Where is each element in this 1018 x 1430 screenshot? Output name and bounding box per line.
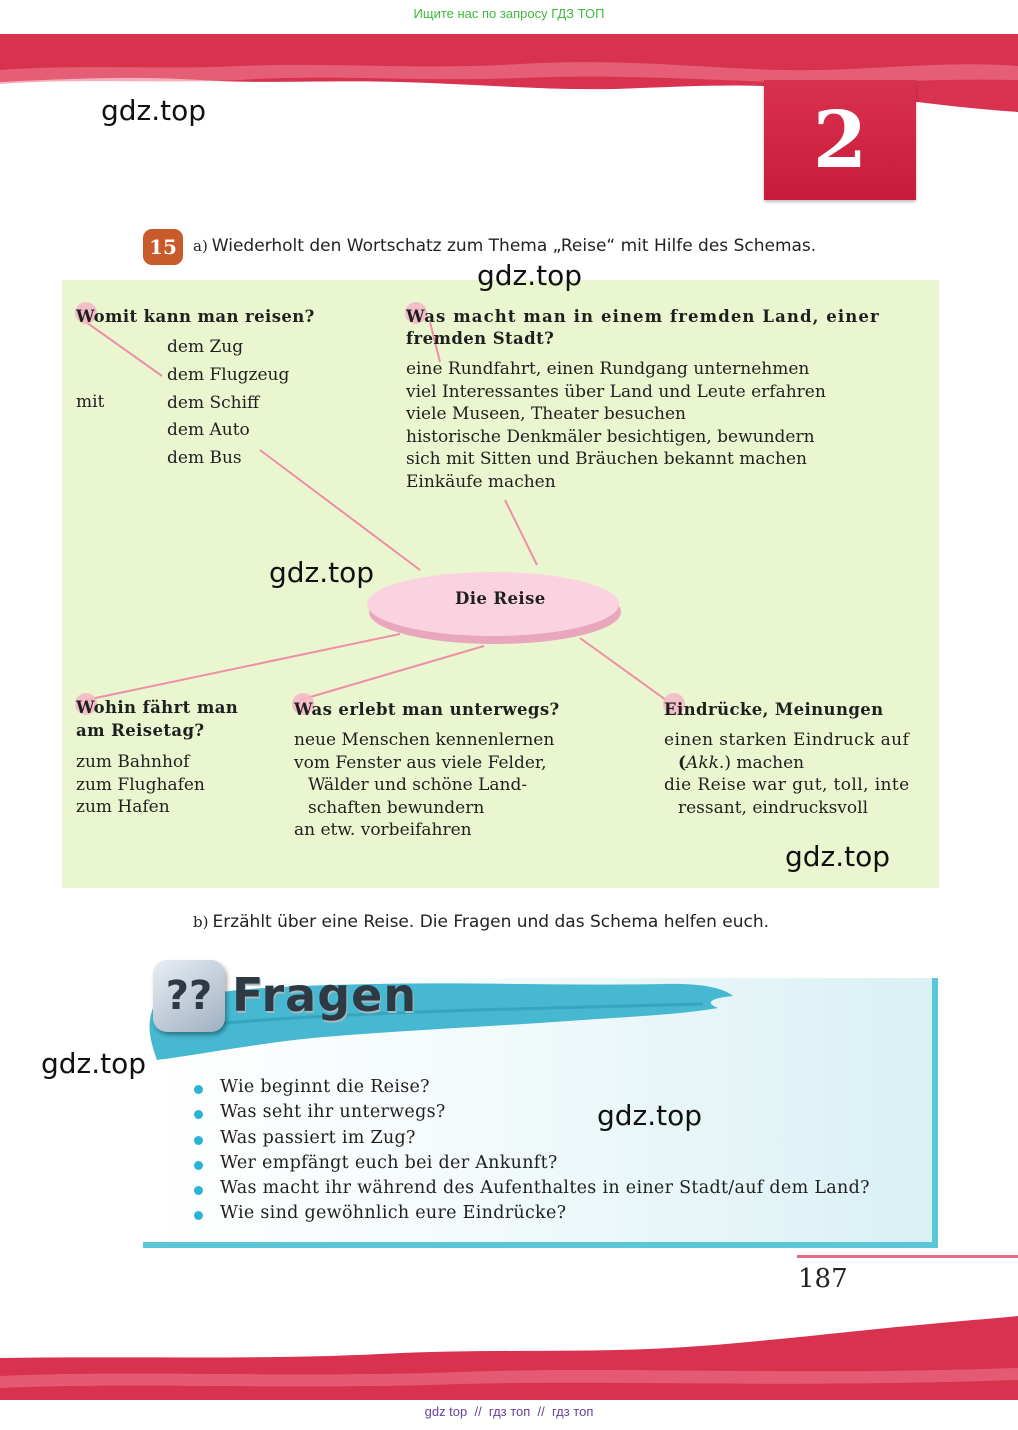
womit-prefix: mit bbox=[76, 392, 105, 412]
fremdes-land-item: viel Interessantes über Land und Leute erfahren bbox=[406, 381, 826, 402]
womit-list bbox=[167, 336, 289, 475]
unterwegs-line: vom Fenster aus viele Felder, bbox=[294, 752, 547, 773]
bottom-banner bbox=[0, 1310, 1018, 1400]
task-part-a-letter: a) bbox=[193, 237, 208, 255]
fremdes-land-item: Einkäufe machen bbox=[406, 471, 556, 492]
womit-item: dem Bus bbox=[167, 448, 242, 469]
wohin-heading-1: Wohin fährt man bbox=[76, 698, 239, 717]
fremdes-land-item: eine Rundfahrt, einen Rundgang unternehmen bbox=[406, 359, 810, 379]
bullet-icon bbox=[194, 1161, 203, 1170]
question-text: Was macht ihr während des Aufenthaltes in einer Stadt/auf dem Land? bbox=[220, 1178, 870, 1199]
wohin-item: zum Hafen bbox=[76, 797, 170, 817]
eindruecke-line: ressant, eindrucksvoll bbox=[678, 797, 869, 818]
womit-item: dem Zug bbox=[167, 337, 244, 357]
eindruecke-paren-rest: ) machen bbox=[724, 752, 805, 773]
womit-item: dem Flugzeug bbox=[167, 364, 290, 385]
question-marks-icon: ?? bbox=[153, 960, 225, 1032]
bullet-icon bbox=[194, 1085, 203, 1094]
fremdes-land-heading-2: fremden Stadt? bbox=[406, 329, 555, 348]
watermark: gdz.top bbox=[269, 556, 375, 589]
chapter-number: 2 bbox=[812, 94, 868, 186]
unterwegs-line: Wälder und schöne Land- bbox=[308, 775, 528, 795]
fragen-title: Fragen bbox=[232, 968, 418, 1022]
fremdes-land-list bbox=[406, 358, 826, 493]
page-number: 187 bbox=[798, 1264, 848, 1294]
eindruecke-paren-open: ( bbox=[678, 752, 687, 773]
fremdes-land-heading-1: Was macht man in einem fremden Land, einer bbox=[406, 307, 880, 326]
question-item bbox=[192, 1203, 870, 1228]
question-item bbox=[192, 1102, 870, 1127]
eindruecke-akk: Akk. bbox=[686, 752, 725, 773]
eindruecke-heading: Eindrücke, Meinungen bbox=[664, 700, 884, 719]
womit-heading: Womit kann man reisen? bbox=[76, 307, 315, 326]
question-text: Wie sind gewöhnlich eure Eindrücke? bbox=[220, 1203, 567, 1224]
unterwegs-heading: Was erlebt man unterwegs? bbox=[294, 700, 560, 719]
fremdes-land-item: historische Denkmäler besichtigen, bewundern bbox=[406, 426, 815, 447]
watermark: gdz.top bbox=[477, 259, 583, 292]
question-item bbox=[192, 1178, 870, 1203]
unterwegs-line: an etw. vorbeifahren bbox=[294, 820, 472, 840]
task-part-b-letter: b) bbox=[193, 913, 209, 931]
eindruecke-list bbox=[664, 729, 910, 819]
eindruecke-line: die Reise war gut, toll, inte bbox=[664, 775, 910, 795]
fremdes-land-item: viele Museen, Theater besuchen bbox=[406, 404, 686, 424]
unterwegs-list bbox=[294, 729, 554, 842]
task-part-b-text: Erzählt über eine Reise. Die Fragen und das Schema helfen euch. bbox=[212, 912, 770, 932]
bullet-icon bbox=[194, 1136, 203, 1145]
watermark: gdz.top bbox=[41, 1047, 147, 1080]
bullet-icon bbox=[194, 1186, 203, 1195]
question-text: Was passiert im Zug? bbox=[220, 1127, 416, 1148]
top-note: Ищите нас по запросу ГДЗ ТОП bbox=[413, 6, 605, 21]
eindruecke-line: einen starken Eindruck auf bbox=[664, 730, 910, 750]
unterwegs-line: neue Menschen kennenlernen bbox=[294, 730, 555, 750]
watermark: gdz.top bbox=[597, 1099, 703, 1132]
bullet-icon bbox=[194, 1211, 203, 1220]
question-item bbox=[192, 1153, 870, 1178]
task-part-b bbox=[193, 912, 769, 932]
question-item bbox=[192, 1077, 870, 1102]
wohin-item: zum Bahnhof bbox=[76, 752, 190, 772]
womit-item: dem Auto bbox=[167, 420, 250, 441]
fremdes-land-item: sich mit Sitten und Bräuchen bekannt machen bbox=[406, 449, 808, 469]
question-text: Wie beginnt die Reise? bbox=[220, 1077, 430, 1097]
task-part-a-text: Wiederholt den Wortschatz zum Thema „Reise“ mit Hilfe des Schemas. bbox=[211, 236, 817, 256]
question-text: Was seht ihr unterwegs? bbox=[220, 1102, 446, 1123]
watermark: gdz.top bbox=[101, 94, 207, 127]
question-text: Wer empfängt euch bei der Ankunft? bbox=[220, 1152, 558, 1173]
task-number-badge: 15 bbox=[143, 229, 183, 265]
question-item bbox=[192, 1128, 870, 1153]
page-number-rule bbox=[797, 1255, 1018, 1258]
unterwegs-line: schaften bewundern bbox=[308, 797, 485, 818]
womit-item: dem Schiff bbox=[167, 392, 260, 413]
wohin-heading-2: am Reisetag? bbox=[76, 721, 205, 740]
watermark: gdz.top bbox=[785, 840, 891, 873]
eindruecke-line bbox=[664, 752, 910, 775]
center-label: Die Reise bbox=[455, 589, 546, 608]
wohin-list bbox=[76, 751, 205, 819]
wohin-item: zum Flughafen bbox=[76, 774, 205, 795]
bottom-note: gdz top // гдз топ // гдз топ bbox=[424, 1404, 594, 1419]
bullet-icon bbox=[194, 1110, 203, 1119]
questions-list bbox=[192, 1077, 870, 1229]
